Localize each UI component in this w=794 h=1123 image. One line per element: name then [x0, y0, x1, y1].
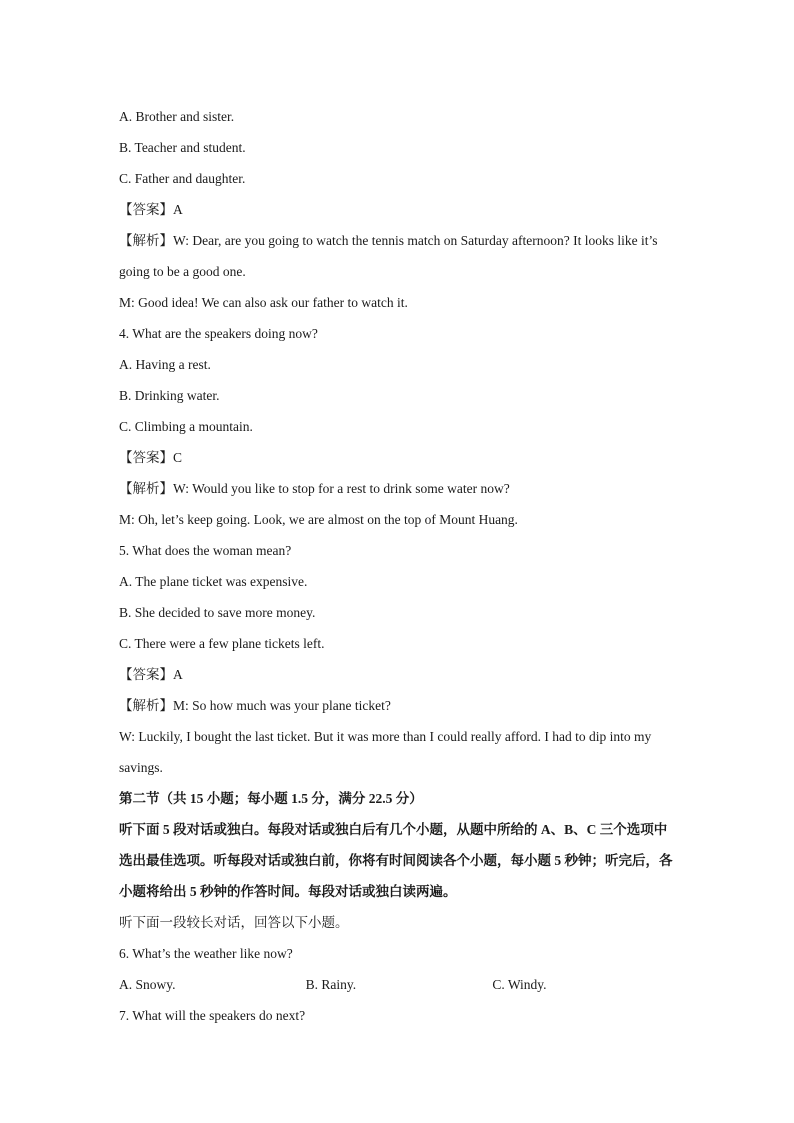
- q5-question: 5. What does the woman mean?: [119, 543, 292, 558]
- q7-question: 7. What will the speakers do next?: [119, 1008, 306, 1023]
- answer-value: C: [173, 450, 183, 465]
- q4-analysis: [119, 473, 679, 504]
- q3-option-a: A. Brother and sister.: [119, 109, 235, 124]
- answer-tag: 【答案】: [119, 450, 173, 465]
- q4-question: 4. What are the speakers doing now?: [119, 326, 318, 341]
- q5-option-c: C. There were a few plane tickets left.: [119, 636, 325, 651]
- q6-options: [119, 969, 679, 1000]
- q4-analysis-reply: M: Oh, let’s keep going. Look, we are almost on the top of Mount Huang.: [119, 512, 518, 527]
- q6-question: 6. What’s the weather like now?: [119, 946, 293, 961]
- analysis-text: M: So how much was your plane ticket?: [173, 698, 391, 713]
- q5-analysis-reply: W: Luckily, I bought the last ticket. But it was more than I could really afford. I had to dip into my savings.: [119, 729, 652, 775]
- q6-option-c: C. Windy.: [492, 977, 547, 992]
- answer-value: A: [173, 667, 183, 682]
- q5-option-a: A. The plane ticket was expensive.: [119, 574, 308, 589]
- q6-option-b: B. Rainy.: [305, 977, 357, 992]
- q6-option-a: A. Snowy.: [119, 977, 176, 992]
- q3-analysis: [119, 225, 679, 287]
- answer-tag: 【答案】: [119, 667, 173, 682]
- q4-option-b: B. Drinking water.: [119, 388, 220, 403]
- analysis-text: W: Would you like to stop for a rest to drink some water now?: [173, 481, 510, 496]
- section2-prompt: 听下面一段较长对话，回答以下小题。: [119, 915, 349, 930]
- q3-answer: [119, 194, 679, 225]
- q5-analysis: [119, 690, 679, 721]
- analysis-tag: 【解析】: [119, 698, 173, 713]
- q3-option-c: C. Father and daughter.: [119, 171, 246, 186]
- answer-value: A: [173, 202, 183, 217]
- q4-option-a: A. Having a rest.: [119, 357, 211, 372]
- analysis-tag: 【解析】: [119, 481, 173, 496]
- q3-option-b: B. Teacher and student.: [119, 140, 246, 155]
- q5-answer: [119, 659, 679, 690]
- section2-instructions: 听下面 5 段对话或独白。每段对话或独白后有几个小题，从题中所给的 A、B、C 三个选项中选出最佳选项。听每段对话或独白前，你将有时间阅读各个小题，每小题 5 秒钟；听完后，各小题将给出 5 秒钟的作答时间。每段对话或独白读两遍。: [119, 822, 673, 899]
- q3-analysis-reply: M: Good idea! We can also ask our father to watch it.: [119, 295, 408, 310]
- document-page: [119, 101, 679, 1031]
- q5-option-b: B. She decided to save more money.: [119, 605, 316, 620]
- analysis-tag: 【解析】: [119, 233, 173, 248]
- q4-answer: [119, 442, 679, 473]
- q4-option-c: C. Climbing a mountain.: [119, 419, 253, 434]
- section2-title: 第二节（共 15 小题；每小题 1.5 分，满分 22.5 分）: [119, 791, 423, 806]
- answer-tag: 【答案】: [119, 202, 173, 217]
- analysis-text: W: Dear, are you going to watch the tennis match on Saturday afternoon? It looks like it’s going to be a good one.: [119, 233, 658, 279]
